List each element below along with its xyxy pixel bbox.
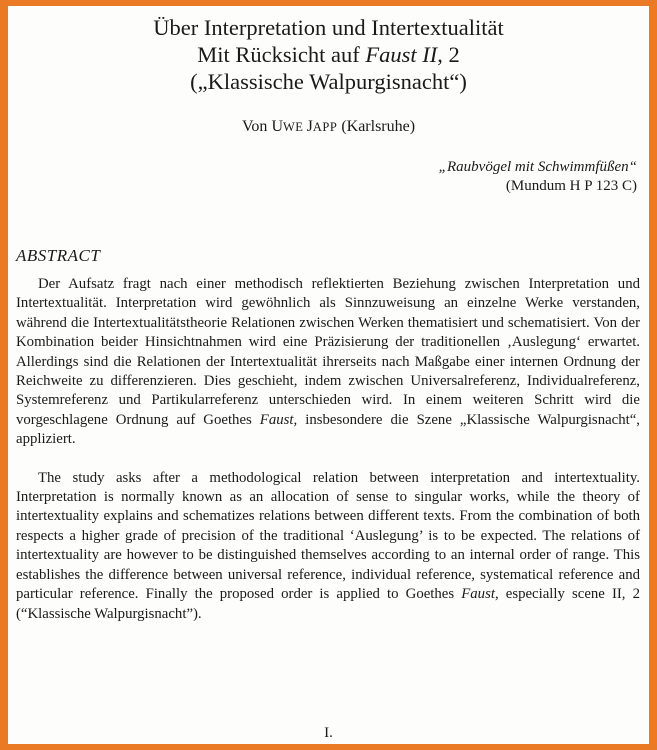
epigraph-quote: „Raubvögel mit Schwimmfüßen“ xyxy=(438,159,637,175)
title-line-1: Über Interpretation und Intertextualität xyxy=(153,15,504,40)
article-title xyxy=(8,14,649,95)
epigraph-source: (Mundum H P 123 C) xyxy=(505,178,637,194)
section-number: I. xyxy=(324,725,333,741)
epigraph xyxy=(8,158,649,196)
document-page xyxy=(8,6,649,744)
title-line-2: Mit Rücksicht auf Faust II, 2 xyxy=(197,42,460,67)
abstract-english: The study asks after a methodological relation between interpretation and intertextuality. Interpretation is normally known as an allocation of sense to singular works, while the theory of intertextuality explains and schematizes relations between different texts. From the combination of both respects a higher grade of precision of the traditional ‘Auslegung’ is to be expected. The relations of intertextuality are however to be distinguished themselves according to an internal order of range. This establishes the difference between universal reference, individual reference, systematical reference and particular reference. Finally the proposed order is applied to Goethes Faust, especially scene II, 2 (“Klassische Walpurgisnacht”). xyxy=(16,469,640,622)
title-line-3: („Klassische Walpurgisnacht“) xyxy=(190,69,467,94)
author-line: Von UWE JAPP (Karlsruhe) xyxy=(241,118,416,135)
abstract-german: Der Aufsatz fragt nach einer methodisch reflektierten Beziehung zwischen Interpretation und Intertextualität. Interpretation wird gewöhnlich als Sinnzuweisung an einzelne Werke verstanden, während die Intertextualitätstheorie Relationen zwischen Werken thematisiert und schematisiert. Von der Kombination beider Hinsichtnahmen wird eine Präzisierung der traditionellen ‚Auslegung‘ erwartet. Allerdings sind die Relationen der Intertextualität ihrerseits nach Maßgabe einer internen Ordnung der Reichweite zu differenzieren. Dies geschieht, indem zwischen Universalreferenz, Individualreferenz, Systemreferenz und Partikularreferenz unterschieden wird. In einem weiteren Schritt wird die vorgeschlagene Ordnung auf Goethes Faust, insbesondere die Szene „Klassische Walpurgisnacht“, appliziert. xyxy=(16,276,641,448)
abstract-heading: ABSTRACT xyxy=(16,246,101,265)
